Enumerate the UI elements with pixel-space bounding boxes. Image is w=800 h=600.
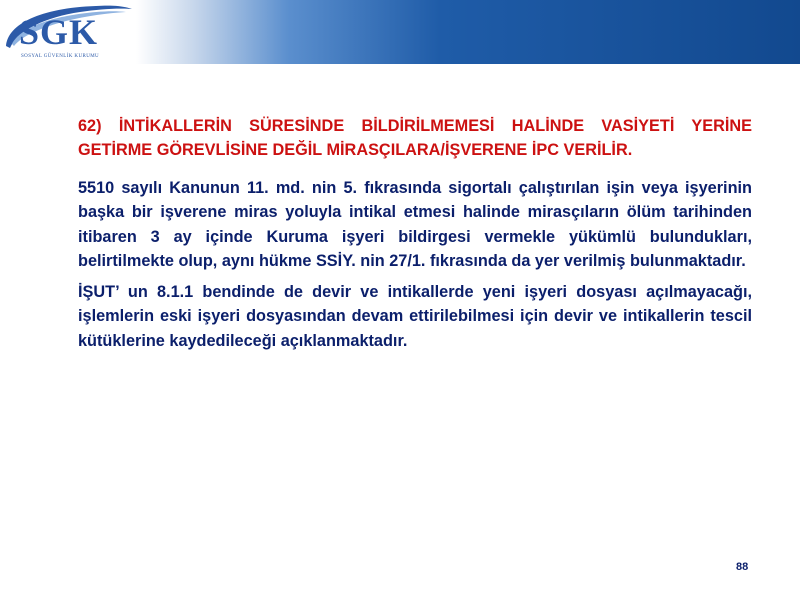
paragraph-legal-basis: 5510 sayılı Kanunun 11. md. nin 5. fıkrasında sigortalı çalıştırılan işin veya işyerinin başka bir işverene miras yoluyla intikal etmesi halinde mirasçıların ölüm tarihinden itibaren 3 ay içinde Kuruma işyeri bildirgesi vermekle yükümlü bulundukları, belirtilmekte olup, aynı hükme SSİY. nin 27/1. fıkrasında da yer verilmiş bulunmaktadır. [78, 179, 752, 270]
logo-text: SGK [19, 12, 99, 52]
logo-subtitle: SOSYAL GÜVENLİK KURUMU [21, 54, 100, 59]
page-number: 88 [736, 561, 749, 573]
paragraph-isut-explanation: İŞUT’ un 8.1.1 bendinde de devir ve intikallerde yeni işyeri dosyası açılmayacağı, işlemlerin eski işyeri dosyasından devam ettirilebilmesi için devir ve intikallerin tescil kütüklerine kaydedileceği açıklanmaktadır. [78, 283, 752, 350]
sgk-logo [0, 0, 150, 64]
slide-content [78, 114, 752, 360]
slide-heading: 62) İNTİKALLERİN SÜRESİNDE BİLDİRİLMEMESİ HALİNDE VASİYETİ YERİNE GETİRME GÖREVLİSİNE DEĞİL MİRASÇILARA/İŞVERENE İPC VERİLİR. [78, 117, 752, 159]
